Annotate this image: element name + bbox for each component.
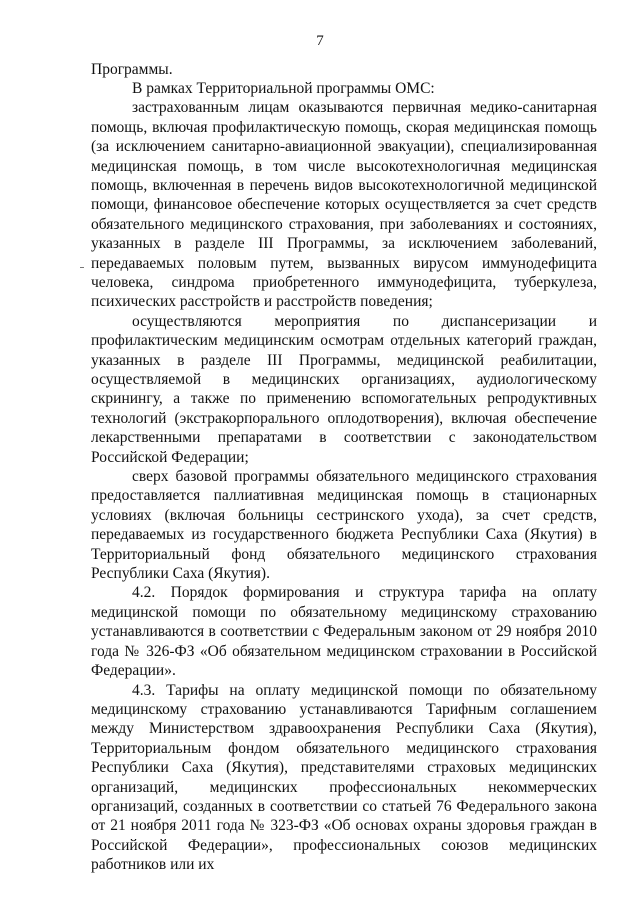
margin-mark	[80, 267, 84, 268]
paragraph-dispensarization: осуществляются мероприятия по диспансеризации и профилактическим медицинским осмотрам отдельных категорий граждан, указанных в разделе III Программы, медицинской реабилитации, осуществляемой в медицинских организациях, аудиологическому скринингу, а также по применению вспомогательных репродуктивных технологий (экстракорпорального оплодотворения), включая обеспечение лекарственными препаратами в соответствии с законодательством Российской Федерации;	[91, 312, 597, 466]
page-number: 7	[316, 33, 324, 49]
paragraph-insured-care: застрахованным лицам оказываются первичная медико-санитарная помощь, включая профилактическую помощь, скорая медицинская помощь (за исключением санитарно-авиационной эвакуации), специализированная медицинская помощь, в том числе высокотехнологичная медицинская помощь, включенная в перечень видов высокотехнологичной медицинской помощи, финансовое обеспечение которых осуществляется за счет средств обязательного медицинского страхования, при заболеваниях и состояниях, указанных в разделе III Программы, за исключением заболеваний, передаваемых половым путем, вызванных вирусом иммунодефицита человека, синдрома приобретенного иммунодефицита, туберкулеза, психических расстройств и расстройств поведения;	[91, 99, 597, 311]
paragraph-continuation: Программы.	[91, 60, 173, 78]
paragraph-4-3: 4.3. Тарифы на оплату медицинской помощи по обязательному медицинскому страхованию устанавливаются Тарифным соглашением между Министерством здравоохранения Республики Саха (Якутия), Территориальным фондом обязательного медицинского страхования Республики Саха (Якутия), представителями страховых медицинских организаций, медицинских профессиональных некоммерческих организаций, созданных в соответствии со статьей 76 Федерального закона от 21 ноября 2011 года № 323-ФЗ «Об основах охраны здоровья граждан в Российской Федерации», профессиональных союзов медицинских работников или их	[91, 681, 597, 874]
paragraph-oms-intro: В рамках Территориальной программы ОМС:	[132, 79, 435, 97]
paragraph-palliative-care: сверх базовой программы обязательного медицинского страхования предоставляется паллиативная медицинская помощь в стационарных условиях (включая больницы сестринского ухода), за счет средств, передаваемых из государственного бюджета Республики Саха (Якутия) в Территориальный фонд обязательного медицинского страхования Республики Саха (Якутия).	[91, 468, 597, 583]
paragraph-4-2: 4.2. Порядок формирования и структура тарифа на оплату медицинской помощи по обязательному медицинскому страхованию устанавливаются в соответствии с Федеральным законом от 29 ноября 2010 года № 326-ФЗ «Об обязательном медицинском страховании в Российской Федерации».	[91, 584, 597, 680]
document-body	[91, 60, 597, 875]
